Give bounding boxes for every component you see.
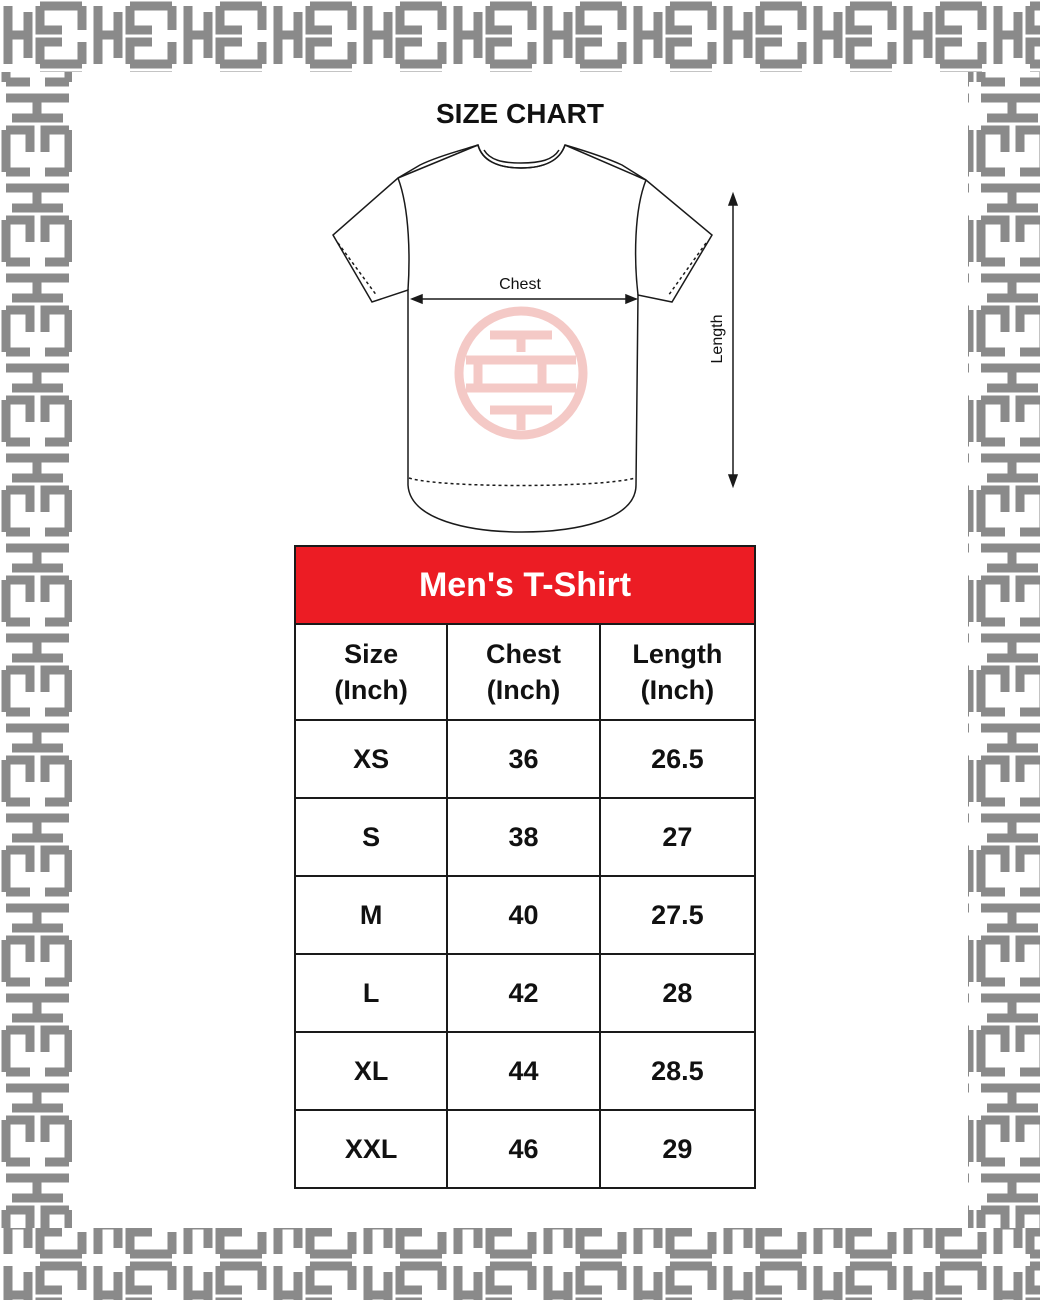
table-header-row [296,625,754,721]
length-arrow [729,194,737,486]
length-cell: 28.5 [651,1055,704,1086]
table-row [296,955,754,1033]
length-cell: 27.5 [651,899,704,930]
chest-cell: 42 [448,955,600,1031]
page-title: SIZE CHART [436,98,604,129]
chest-cell: 38 [448,799,600,875]
column-header-length: Length (Inch) [632,639,723,705]
size-cell: XXL [296,1111,448,1187]
length-cell: 28 [662,977,693,1008]
size-cell: S [296,799,448,875]
size-cell: M [296,877,448,953]
size-cell: L [296,955,448,1031]
table-row [296,1033,754,1111]
size-table [294,545,756,1189]
chest-cell: 46 [448,1111,600,1187]
table-row [296,721,754,799]
chest-label: Chest [499,276,541,293]
table-heading: Men's T-Shirt [296,547,754,625]
table-row [296,799,754,877]
table-row [296,877,754,955]
size-cell: XS [296,721,448,797]
chest-cell: 40 [448,877,600,953]
table-row [296,1111,754,1187]
column-header-size: Size (Inch) [296,625,448,719]
column-header-chest: Chest (Inch) [448,625,600,719]
chest-cell: 36 [448,721,600,797]
tshirt-diagram [320,135,750,545]
length-cell: 26.5 [651,743,704,774]
length-cell: 29 [662,1133,693,1164]
length-cell: 27 [662,821,693,852]
length-label: Length [709,314,726,364]
tshirt-collar-inner [484,150,559,163]
size-cell: XL [296,1033,448,1109]
chest-cell: 44 [448,1033,600,1109]
